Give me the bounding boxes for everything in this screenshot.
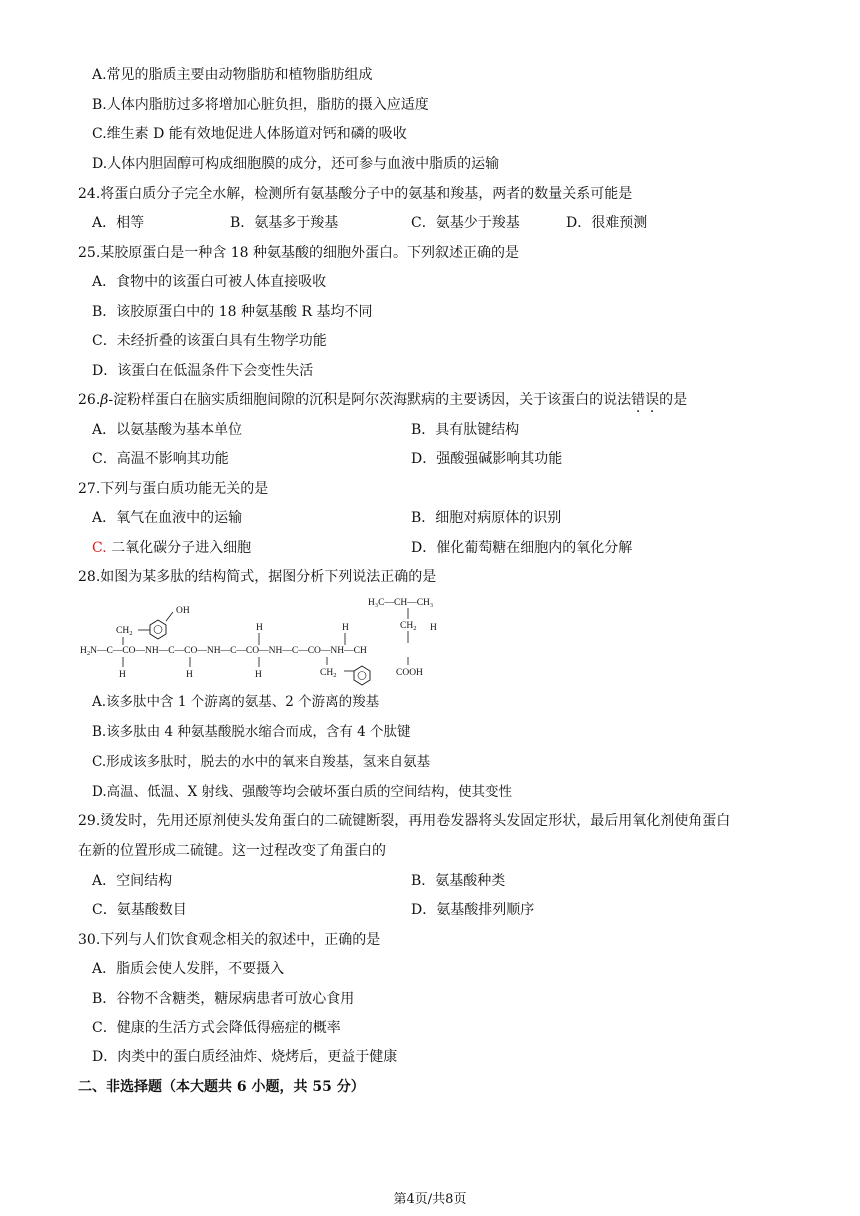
q29-option-a: A．空间结构 xyxy=(92,873,173,889)
h-top-1: H xyxy=(256,623,263,633)
q30-option-b: B．谷物不含糖类，糖尿病患者可放心食用 xyxy=(92,991,355,1007)
isopropyl-label: H₃C—CH—CH₃ xyxy=(368,598,434,608)
q27-option-c-text: 二氧化碳分子进入细胞 xyxy=(111,540,252,556)
q27-stem: 27.下列与蛋白质功能无关的是 xyxy=(78,481,269,497)
q28-option-b: B.该多肽由 4 种氨基酸脱水缩合而成，含有 4 个肽键 xyxy=(92,724,411,740)
q29-option-c: C．氨基酸数目 xyxy=(92,902,187,918)
hydroxyl-label: OH xyxy=(176,606,190,616)
q26-option-b: B．具有肽键结构 xyxy=(411,422,520,438)
q29-option-d: D．氨基酸排列顺序 xyxy=(411,902,535,918)
benzene-ring-2 xyxy=(354,666,370,685)
q26-stem-main: -淀粉样蛋白在脑实质细胞间隙的沉积是阿尔茨海默病的主要诱因，关于该蛋白的说法 xyxy=(108,392,632,408)
q26-option-d: D．强酸强碱影响其功能 xyxy=(411,451,563,467)
polypeptide-structure-diagram xyxy=(78,595,458,687)
q28-option-d: D.高温、低温、X 射线、强酸等均会破坏蛋白质的空间结构，使其变性 xyxy=(92,784,513,800)
q25-option-c: C．未经折叠的该蛋白具有生物学功能 xyxy=(92,333,327,349)
h-bot-3: H xyxy=(186,670,193,680)
ch2-label-3: $CH_2$ xyxy=(320,668,337,679)
h-top-3: H xyxy=(430,623,437,633)
q26-stem-end: 的是 xyxy=(659,392,688,408)
q26-option-c: C．高温不影响其功能 xyxy=(92,451,229,467)
q27-option-b: B．细胞对病原体的识别 xyxy=(411,510,562,526)
q26-number: 26. xyxy=(78,392,101,408)
q29-stem-line1: 29.烫发时，先用还原剂使头发角蛋白的二硫键断裂，再用卷发器将头发固定形状，最后用氧化剂使角蛋白 xyxy=(78,813,731,829)
q30-option-a: A．脂质会使人发胖，不要摄入 xyxy=(92,961,285,977)
q24-option-d: D．很难预测 xyxy=(566,215,648,231)
ch2-label-4: $CH_2$ xyxy=(400,621,417,632)
q25-option-a: A．食物中的该蛋白可被人体直接吸收 xyxy=(92,274,327,290)
page-number-footer: 第4页/共8页 xyxy=(393,1192,467,1207)
q23-option-d: D.人体内胆固醇可构成细胞膜的成分，还可参与血液中脂质的运输 xyxy=(92,156,500,172)
ch2-label-1: $CH_2$ xyxy=(116,626,133,637)
section-2-heading: 二、非选择题（本大题共 6 小题，共 55 分） xyxy=(78,1079,365,1095)
q27-option-d: D．催化葡萄糖在细胞内的氧化分解 xyxy=(411,540,633,556)
q23-option-a: A.常见的脂质主要由动物脂肪和植物脂肪组成 xyxy=(92,67,373,83)
q28-option-a: A.该多肽中含 1 个游离的氨基、2 个游离的羧基 xyxy=(92,694,380,710)
q25-stem: 25.某胶原蛋白是一种含 18 种氨基酸的细胞外蛋白。下列叙述正确的是 xyxy=(78,245,519,261)
q26-emphasis-1: 错 xyxy=(631,392,646,408)
q24-option-a: A．相等 xyxy=(92,215,145,231)
q26-emphasis-2: 误 xyxy=(645,392,660,408)
cooh-label: COOH xyxy=(396,668,423,678)
q23-option-b: B.人体内脂肪过多将增加心脏负担，脂肪的摄入应适度 xyxy=(92,97,429,113)
q24-stem: 24.将蛋白质分子完全水解，检测所有氨基酸分子中的氨基和羧基，两者的数量关系可能是 xyxy=(78,186,633,202)
q30-option-d: D．肉类中的蛋白质经油炸、烧烤后，更益于健康 xyxy=(92,1049,398,1065)
q30-option-c: C．健康的生活方式会降低得癌症的概率 xyxy=(92,1020,341,1036)
q27-option-c xyxy=(92,538,251,558)
main-chain: $H_2N—C—CO—NH—C—CO—NH—C—CO—NH—C—CO—NH—CH$ xyxy=(80,646,367,657)
benzene-ring-1 xyxy=(150,620,166,639)
q27-option-c-letter: C. xyxy=(92,540,107,556)
q25-option-b: B．该胶原蛋白中的 18 种氨基酸 R 基均不同 xyxy=(92,304,373,320)
h-top-2: H xyxy=(342,623,349,633)
q26-option-a: A．以氨基酸为基本单位 xyxy=(92,422,243,438)
q28-stem: 28.如图为某多肽的结构简式，据图分析下列说法正确的是 xyxy=(78,569,437,585)
q29-stem-line2: 在新的位置形成二硫键。这一过程改变了角蛋白的 xyxy=(78,843,386,859)
q24-option-c: C．氨基少于羧基 xyxy=(411,215,520,231)
q25-option-d: D．该蛋白在低温条件下会变性失活 xyxy=(92,363,314,379)
q24-option-b: B．氨基多于羧基 xyxy=(230,215,339,231)
q27-option-a: A．氧气在血液中的运输 xyxy=(92,510,243,526)
h-bot-2: H xyxy=(255,670,262,680)
q28-option-c: C.形成该多肽时，脱去的水中的氧来自羧基，氢来自氨基 xyxy=(92,754,431,770)
q29-option-b: B．氨基酸种类 xyxy=(411,873,506,889)
q30-stem: 30.下列与人们饮食观念相关的叙述中，正确的是 xyxy=(78,932,381,948)
h-bot-1: H xyxy=(119,670,126,680)
q26-stem xyxy=(78,390,687,410)
q23-option-c: C.维生素 D 能有效地促进人体肠道对钙和磷的吸收 xyxy=(92,126,407,142)
q26-beta: β xyxy=(100,392,109,408)
